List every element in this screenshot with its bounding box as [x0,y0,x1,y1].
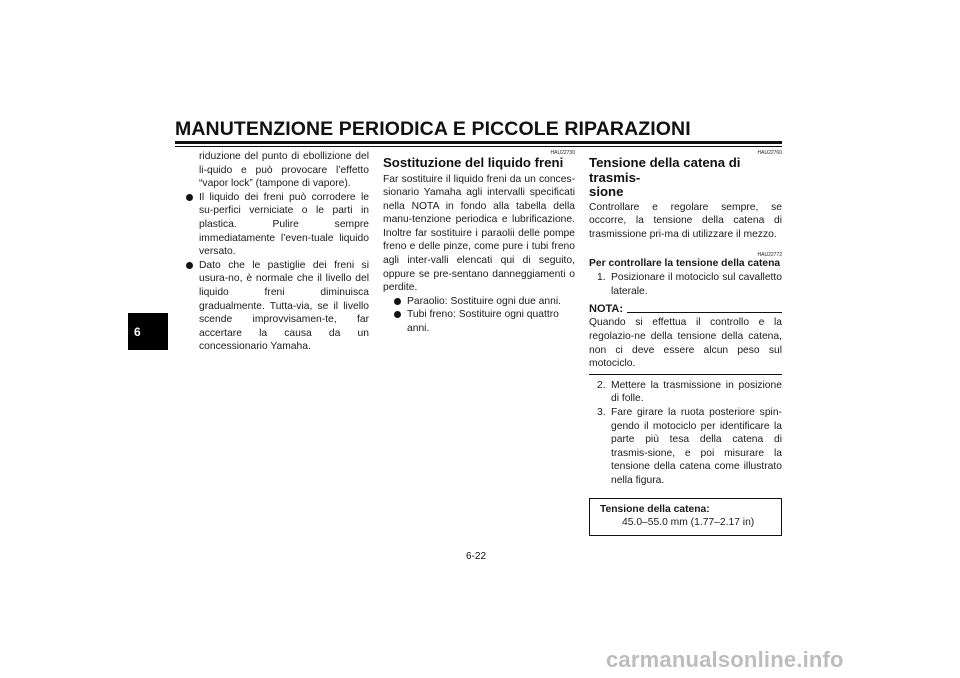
list-item [183,191,369,259]
step-text: Posizionare il motociclo sul cavalletto laterale. [611,272,782,297]
step-text: Fare girare la ruota posteriore spin-gendo il motociclo per identificare la parte più tesa della catena di trasmis-sione, e poi misurare la tensione della catena come illustrato nella figura. [611,407,782,486]
nota-text: Quando si effettua il controllo e la regolazio-ne della tensione della catena, non ci deve essere alcun peso sul motociclo. [589,317,782,370]
bullet-text: Tubi freno: Sostituire ogni quattro anni. [407,309,559,335]
header-rule-thick [175,141,782,144]
nota-rule [627,312,782,313]
list-item [391,308,575,335]
column-1 [183,150,369,354]
bullet-icon [186,262,193,269]
continuation-paragraph: riduzione del punto di ebollizione del li-quido e può provocare l’effetto “vapor lock” (tampone di vapore). [199,151,369,190]
brake-fluid-paragraph: Far sostituire il liquido freni da un conces-sionario Yamaha agli intervalli specificati nella NOTA in fondo alla tabella della manu-tenzione periodica e lubrificazione. Inoltre far sostituire i paraolii delle pompe freno e delle pinze, come pure i tubi freno agli inter-valli elencati qui di seguito, oppure se pre-sentano danneggiamenti o perdite. [383,173,575,294]
spec-label: Tensione della catena: [600,503,710,515]
bullet-icon [186,194,193,201]
subsection-title: Per controllare la tensione della catena [589,258,781,270]
section-code: HAU22730 [550,150,575,156]
step-number: 3. [597,407,606,419]
bullet-text: Il liquido dei freni può corrodere le su-perfici verniciate o le parti in plastica. Pulire sempre immediatamente l’even-tuale liquido versato. [199,191,369,258]
page-header-title: MANUTENZIONE PERIODICA E PICCOLE RIPARAZIONI [175,118,691,140]
section-title-brake-fluid: Sostituzione del liquido freni [383,155,564,170]
header-rule-thin [175,146,782,147]
list-item [183,259,369,354]
step-item [589,271,782,298]
chain-intro-paragraph: Controllare e regolare sempre, se occorre, la tensione della catena di trasmissione pri-ma di utilizzare il mezzo. [589,201,782,240]
spec-value: 45.0–55.0 mm (1.77–2.17 in) [622,517,755,529]
step-number: 2. [597,379,606,391]
watermark: carmanualsonline.info [606,647,844,672]
chapter-tab [128,313,168,350]
step-text: Mettere la trasmissione in posizione di folle. [611,379,782,405]
nota-label: NOTA: [589,303,624,316]
bullet-text: Paraolio: Sostituire ogni due anni. [407,295,561,307]
section-title-line: sione [589,184,624,199]
subsection-code: HAU22772 [757,252,782,259]
section-code: HAU22760 [757,150,782,156]
step-item [589,379,782,406]
chapter-number: 6 [134,325,141,339]
nota-header [589,303,782,316]
step-number: 1. [597,272,606,284]
column-2 [383,150,575,336]
section-title-chain-tension [589,156,782,200]
nota-end-rule [589,374,782,375]
column-3 [589,150,782,536]
spec-box [589,498,782,536]
bullet-icon [394,298,401,305]
section-title-line: Tensione della catena di trasmis- [589,155,741,185]
step-item [589,406,782,488]
bullet-text: Dato che le pastiglie dei freni si usura-no, è normale che il livello del liquido freni diminuisca gradualmente. Tutta-via, se il livello scende improvvisamen-te, far accertare la causa da un concessionario Yamaha. [199,259,369,353]
bullet-icon [394,311,401,318]
list-item [391,295,575,309]
page-number: 6-22 [466,551,487,562]
